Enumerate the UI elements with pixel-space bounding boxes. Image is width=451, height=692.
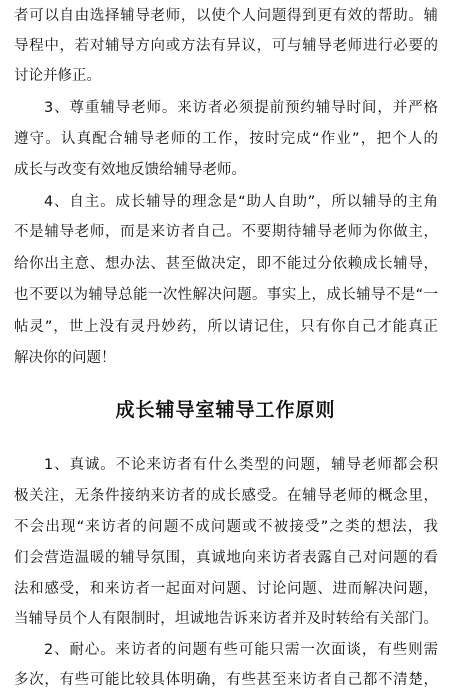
text-line: 帖灵”，世上没有灵丹妙药，所以请记住，只有你自己才能真正: [14, 319, 438, 335]
text-line: 4、自主。成长辅导的理念是“助人自助”，所以辅导的主角: [44, 194, 438, 210]
text-line: 多次，有些可能比较具体明确，有些甚至来访者自己都不清楚，: [14, 672, 438, 688]
text-line: 者可以自由选择辅导老师，以使个人问题得到更有效的帮助。辅: [14, 8, 438, 24]
text-line: 也不要以为辅导总能一次性解决问题。事实上，成长辅导不是“一: [14, 287, 438, 303]
text-line: 2、耐心。来访者的问题有些可能只需一次面谈，有些则需: [44, 642, 438, 658]
text-line: 讨论并修正。: [14, 68, 101, 84]
text-line: 3、尊重辅导老师。来访者必须提前预约辅导时间，并严格: [44, 100, 438, 116]
text-line: 们会营造温暖的辅导氛围，真诚地向来访者表露自己对问题的看: [14, 550, 438, 566]
text-line: 当辅导员个人有限制时，坦诚地告诉来访者并及时转给有关部门。: [14, 611, 438, 627]
section-title: 成长辅导室辅导工作原则: [115, 399, 336, 421]
text-line: 法和感受，和来访者一起面对问题、讨论问题、进而解决问题，: [14, 581, 438, 597]
text-line: 极关注，无条件接纳来访者的成长感受。在辅导老师的概念里，: [14, 488, 438, 504]
text-line: 导程中，若对辅导方向或方法有异议，可与辅导老师进行必要的: [14, 38, 438, 54]
text-line: 给你出主意、想办法、甚至做决定，即不能过分依赖成长辅导，: [14, 256, 438, 272]
text-line: 不是辅导老师，而是来访者自己。不要期待辅导老师为你做主，: [14, 224, 438, 240]
text-line: 成长与改变有效地反馈给辅导老师。: [14, 162, 246, 178]
text-line: 解决你的问题！: [14, 350, 116, 366]
text-line: 不会出现“来访者的问题不成问题或不被接受”之类的想法，我: [14, 519, 438, 535]
text-line: 遵守。认真配合辅导老师的工作，按时完成“作业”，把个人的: [14, 131, 438, 147]
text-line: 1、真诚。不论来访者有什么类型的问题，辅导老师都会积: [44, 457, 438, 473]
